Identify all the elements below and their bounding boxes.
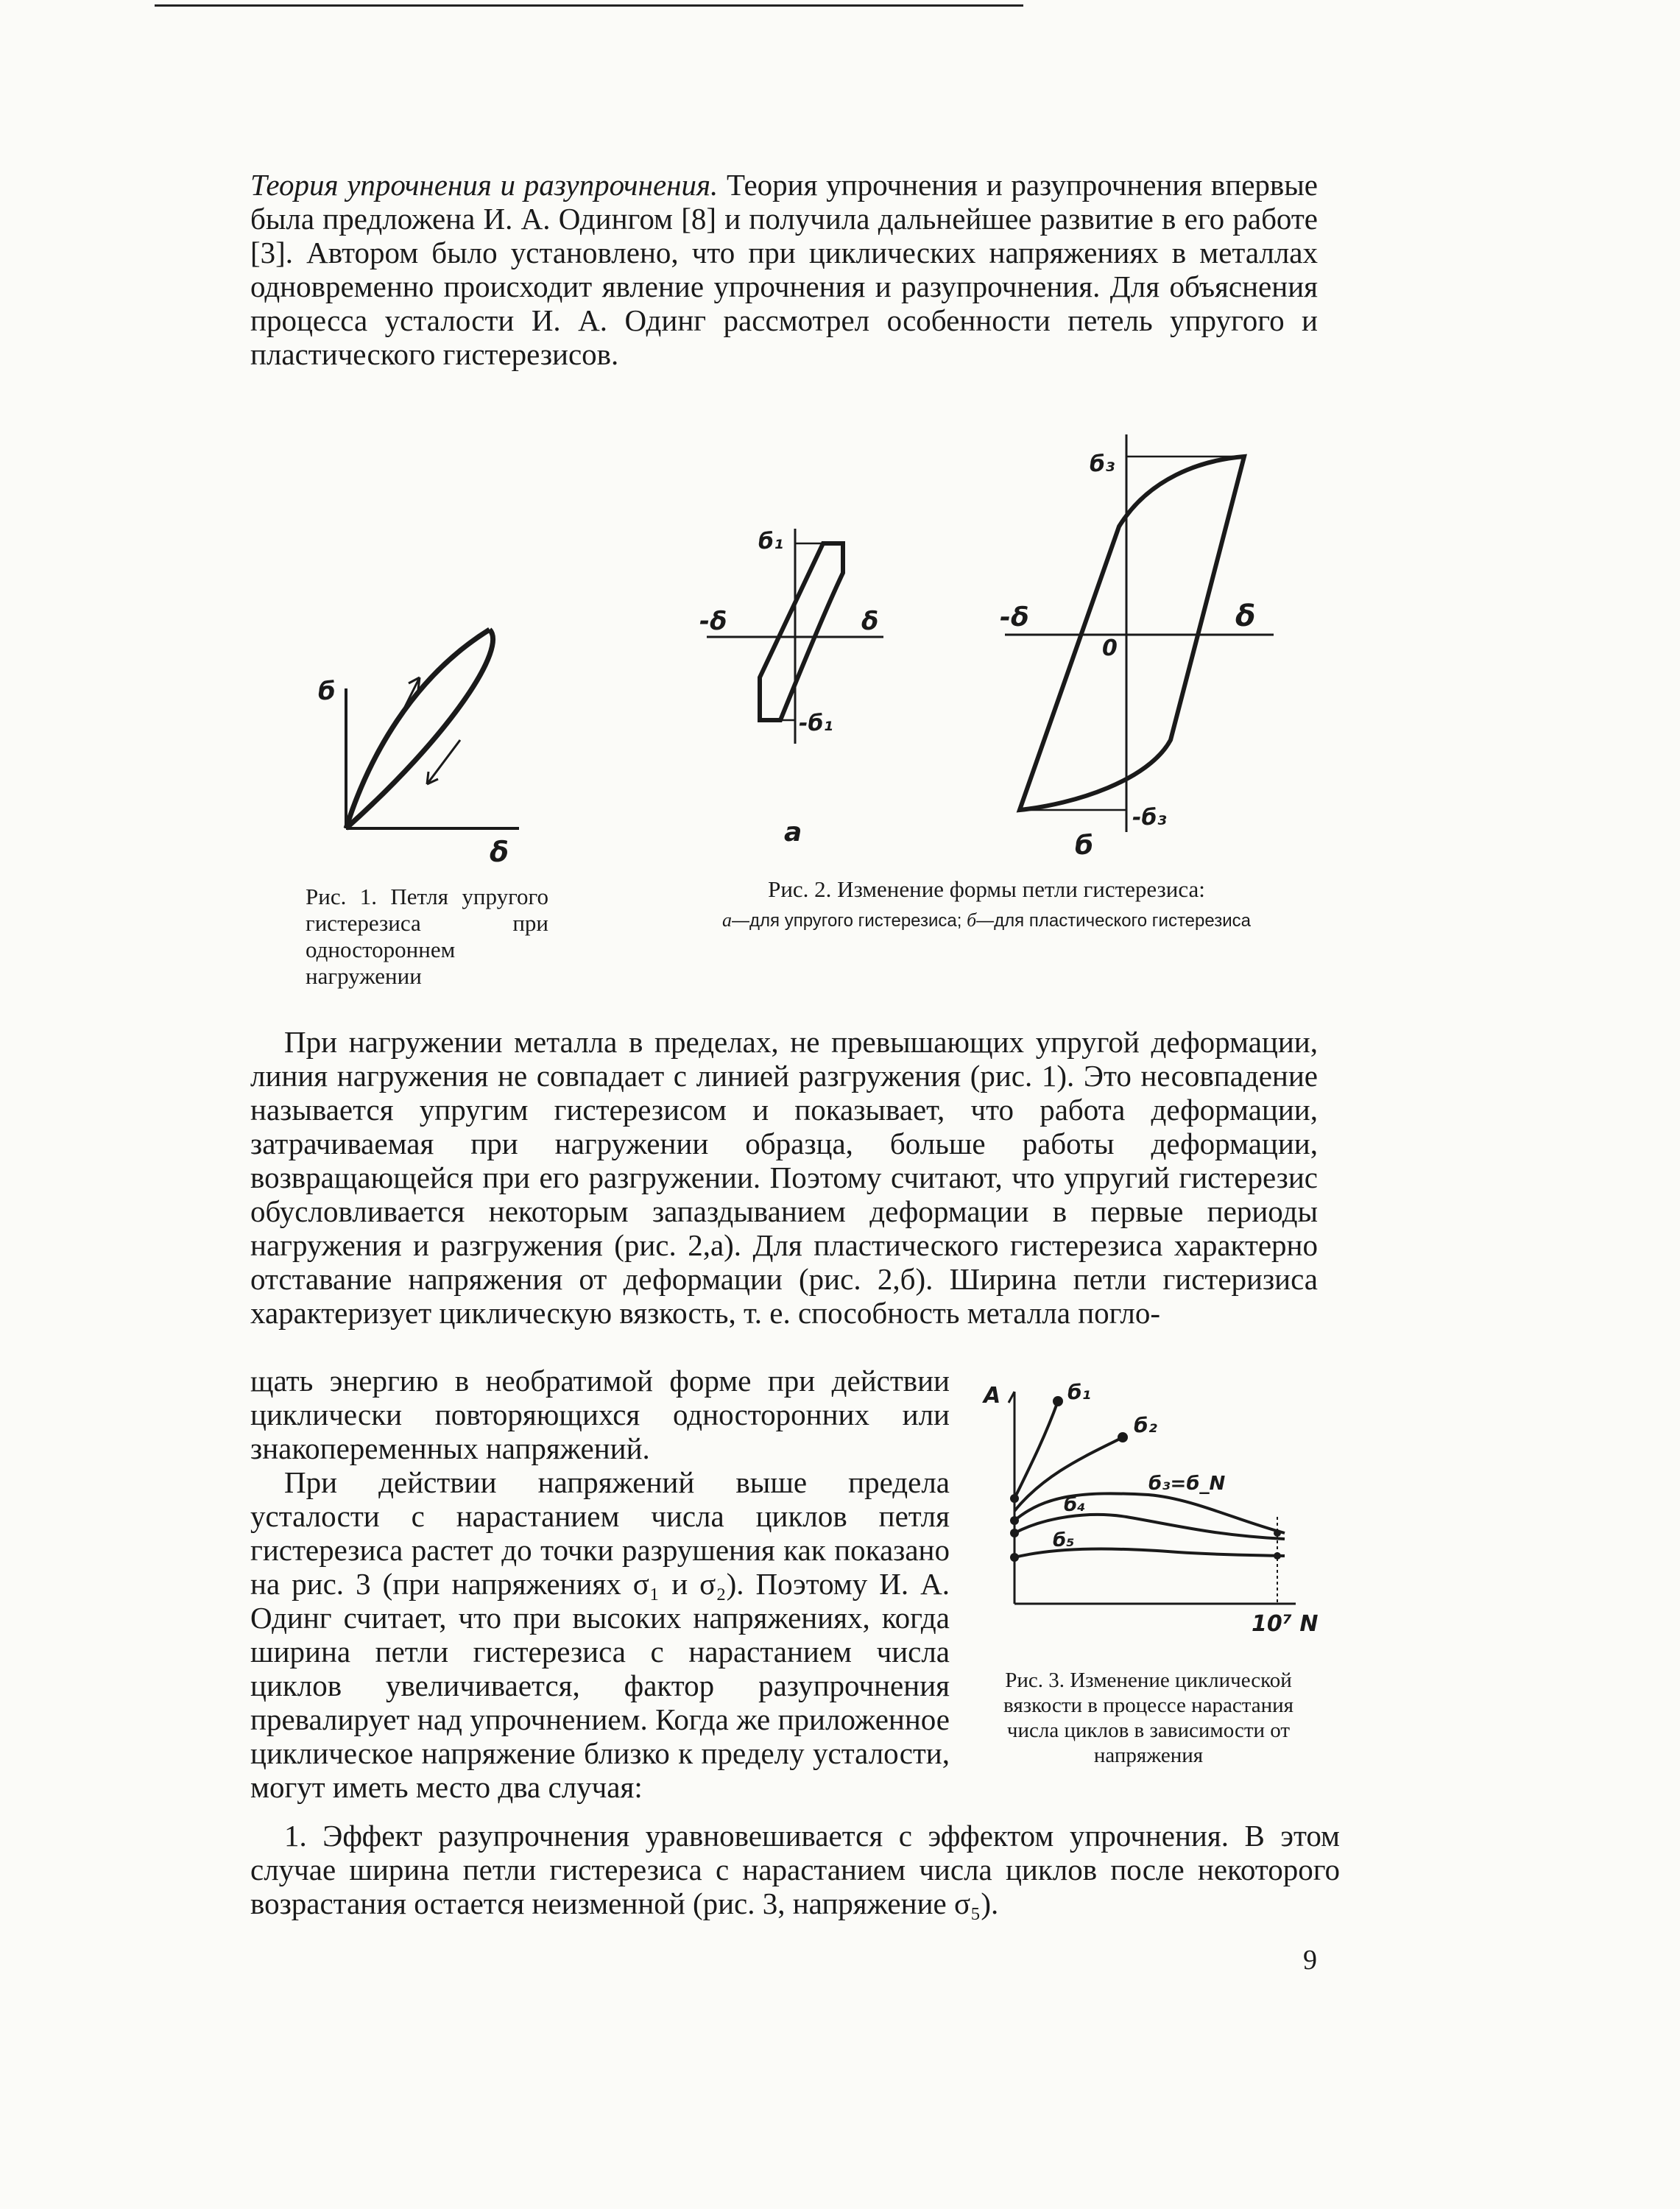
page-number: 9 [1303,1945,1317,1976]
fig2-caption-sub-b-text: —для пластического гистерезиса [976,911,1251,931]
fig3-point-s1-end [1053,1396,1063,1406]
fig3-point-s1-start [1010,1494,1019,1503]
fig3-caption: Рис. 3. Изменение циклической вязкости в процессе нарастания числа циклов в зависимости от напряжения [1003,1669,1293,1767]
fig3-point-s3-limit [1274,1529,1281,1537]
fig2-caption-sub-a: а [722,909,733,931]
fig3-curve-label-s4: б₄ [1064,1494,1086,1516]
fig1-loading-curve [346,630,490,828]
figure-2b [1005,434,1274,832]
paragraph-intro-lead: Теория упрочнения и разупрочнения. [250,168,719,202]
fig3-curve-s1 [1014,1401,1058,1498]
fig1-arrow-up [398,677,420,722]
fig3-curve-label-s3: б₃=б_N [1148,1473,1226,1495]
paragraph-case-1: 1. Эффект разупрочнения уравновешивается с эффектом упрочнения. В этом случае ширина петли гистерезиса с нарастанием числа циклов после некоторого возрастания остается неизменной (рис. 3, напряжение σ₅). [250,1819,1340,1920]
fig2-caption [703,876,1270,933]
fig2a-left-label: -δ [699,607,727,636]
fig3-point-s5-start [1010,1553,1019,1562]
fig2-caption-title: Рис. 2. Изменение формы петли гистерезиса: [768,876,1205,902]
paragraph-fatigue: При действии напряжений выше предела усталости с нарастанием числа циклов петля гистерезиса растет до точки разрушения как показано на рис. 3 (при напряжениях σ₁ и σ₂). Поэтому И. А. Одинг считает, что при высоких напряжениях, когда ширина петли гистерезиса с нарастанием числа циклов увеличивается, фактор разупрочнения превалирует над упрочнением. Когда же приложенное циклическое напряжение близко к пределу усталости, могут иметь место два случая: [250,1465,950,1804]
paragraph-elastic-cont: щать энергию в необратимой форме при действии циклически повторяющихся односторонних или знакопеременных напряжений. [250,1364,950,1465]
fig3-curve-s3 [1014,1493,1285,1533]
figure-2a [707,529,883,744]
fig2a-loop [760,543,843,720]
fig2b-loop [1020,457,1244,810]
fig1-x-label: δ [490,836,509,868]
fig2-caption-sub-b: б [967,909,977,931]
paragraph-elastic: При нагружении металла в пределах, не превышающих упругой деформации, линия нагружения не совпадает с линией разгружения (рис. 1). Это несовпадение называется упругим гистерезисом и показывает, что работа деформации, затрачиваемая при нагружении образца, больше работы деформации, возвращающейся при его разгружении. Поэтому считают, что упругий гистерезис обусловливается некоторым запаздыванием деформации в первые периоды нагружения и разгружения (рис. 2,а). Для пластического гистерезиса характерно отставание напряжения от деформации (рис. 2,б). Ширина петли гистеризиса характеризует циклическую вязкость, т. е. способность металла погло- [250,1025,1318,1330]
fig3-curve-label-s2: б₂ [1134,1413,1157,1437]
fig2a-top-label: б₁ [758,529,784,554]
fig3-point-s2-end [1118,1432,1128,1442]
figure-1 [346,630,519,828]
fig3-curve-label-s5: б₅ [1053,1529,1075,1551]
fig2a-right-label: δ [861,607,879,636]
fig2b-panel-label: б [1075,831,1094,861]
fig1-unloading-curve [346,630,493,828]
fig2-caption-sub [703,909,1270,933]
fig2a-bottom-label: -б₁ [799,711,833,736]
fig2b-left-label: -δ [1000,602,1029,633]
fig2b-right-label: δ [1235,599,1256,633]
fig2a-panel-label: а [784,817,802,848]
fig3-y-label: A [984,1383,1001,1409]
fig1-caption: Рис. 1. Петля упругого гистерезиса при одностороннем нагружении [306,884,548,989]
fig2b-bottom-label: -б₃ [1132,805,1167,831]
fig2b-origin-label: 0 [1102,635,1118,661]
fig3-curve-label-s1: б₁ [1067,1380,1091,1404]
fig2-caption-sub-a-text: —для упругого гистерезиса; [732,911,962,931]
fig1-arrow-down [427,740,460,784]
fig2b-top-label: б₃ [1090,451,1115,477]
fig1-y-label: б [318,677,336,706]
paragraph-intro-text: Теория упрочнения и разупрочнения впервые была предложена И. А. Одингом [8] и получила дальнейшее развитие в его работе [3]. Автором было установлено, что при циклических напряжениях в металлах одновременно происходит явление упрочнения и разупрочнения. Для объяснения процесса усталости И. А. Одинг рассмотрел особенности петель упругого и пластического гистерезисов. [250,168,1319,371]
fig3-x-label: 10⁷ N [1252,1611,1319,1637]
fig3-point-s5-limit [1274,1552,1281,1560]
fig3-point-s3-start [1010,1516,1019,1525]
fig3-point-s4-start [1010,1529,1019,1537]
